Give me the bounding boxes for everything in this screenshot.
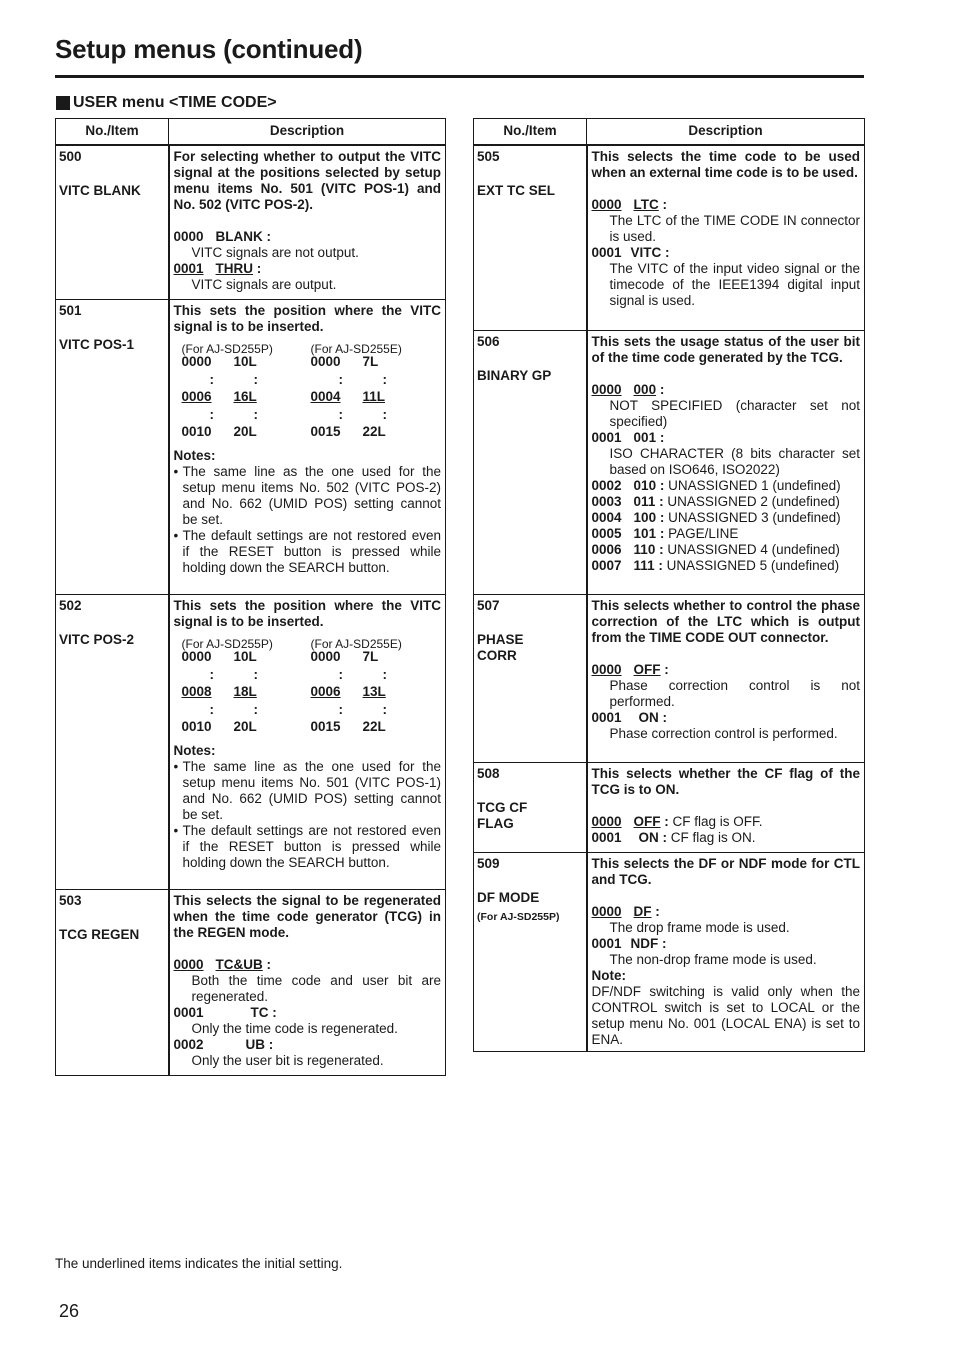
description-cell	[587, 853, 865, 1052]
item-name: VITC BLANK	[59, 182, 141, 198]
option-description: CF flag is ON.	[667, 830, 756, 845]
value-line: 22L	[362, 719, 386, 734]
option-bits: 100 :	[633, 510, 665, 525]
description-cell	[169, 890, 446, 1076]
option-description: The LTC of the TIME CODE IN connector is used.	[609, 212, 860, 244]
option-description: UNASSIGNED 2 (undefined)	[667, 494, 840, 509]
range-colon: :	[338, 701, 343, 717]
item-number: 509	[477, 856, 500, 871]
item-description: This selects the signal to be regenerated when the time code generator (TCG) in the REGEN mode.	[173, 893, 441, 940]
option-colon: :	[658, 196, 668, 212]
option-label: NDF :	[630, 936, 667, 951]
item-name: BINARY GP	[477, 368, 552, 383]
column-header-no-item: No./Item	[474, 119, 587, 145]
option-label: BLANK :	[215, 228, 272, 244]
notes-label: Notes:	[173, 742, 216, 758]
item-name: EXT TC SEL	[477, 182, 556, 198]
option-label: DF	[633, 904, 652, 919]
option-label: ON :	[638, 830, 668, 845]
value-line: 7L	[362, 649, 379, 664]
value-code: 0015	[310, 719, 341, 734]
value-line: 10L	[233, 649, 257, 664]
option-code: 0003	[591, 494, 622, 509]
range-colon: :	[253, 406, 258, 422]
option-label: THRU	[215, 260, 254, 276]
option-description: UNASSIGNED 3 (undefined)	[668, 510, 841, 525]
item-cell	[56, 595, 169, 890]
default-value-line: 16L	[233, 389, 257, 404]
bullet-icon: •	[173, 822, 179, 838]
option-bits: 000	[633, 382, 657, 397]
option-description: UNASSIGNED 4 (undefined)	[667, 542, 840, 557]
value-code: 0015	[310, 424, 341, 439]
description-cell	[587, 763, 865, 853]
position-grid	[174, 337, 442, 442]
value-code: 0010	[181, 424, 212, 439]
item-name: DF MODE	[477, 890, 540, 905]
option-label: OFF	[633, 814, 661, 829]
item-cell	[56, 890, 169, 1076]
table-header-row	[56, 119, 446, 145]
item-cell	[474, 763, 587, 853]
option-code: 0001	[173, 260, 204, 276]
range-colon: :	[253, 371, 258, 387]
option-code: 0001	[173, 1005, 204, 1020]
item-number: 501	[59, 303, 82, 318]
value-code: 0000	[310, 649, 341, 664]
item-number: 506	[477, 334, 500, 349]
option-label: LTC	[633, 196, 659, 212]
option-bits: 010 :	[633, 478, 665, 493]
option-description: The drop frame mode is used.	[609, 920, 790, 935]
option-description: Only the time code is regenerated.	[191, 1021, 398, 1036]
item-number: 502	[59, 598, 82, 613]
option-bits: 111 :	[633, 558, 663, 573]
option-colon: :	[660, 662, 669, 677]
description-cell	[587, 595, 865, 763]
option-colon: :	[262, 957, 272, 972]
option-description: Both the time code and user bit are regenerated.	[191, 973, 441, 1004]
option-colon: :	[253, 260, 262, 276]
table-row	[56, 595, 446, 890]
table-row	[474, 763, 865, 853]
note-text: The default settings are not restored even if the RESET button is pressed while holding down the SEARCH button.	[182, 527, 441, 575]
note-text: The default settings are not restored even if the RESET button is pressed while holding down the SEARCH button.	[182, 822, 441, 870]
option-code: 0000	[591, 814, 622, 829]
range-colon: :	[382, 406, 387, 422]
table-header-row	[474, 119, 865, 145]
option-code: 0001	[591, 936, 622, 951]
option-description: The VITC of the input video signal or the timecode of the IEEE1394 digital input signal is used.	[609, 260, 860, 308]
section-heading	[56, 94, 277, 112]
option-code: 0006	[591, 542, 622, 557]
default-value-code: 0006	[181, 389, 212, 404]
description-cell	[587, 331, 865, 595]
option-code: 0001	[591, 430, 622, 445]
range-colon: :	[338, 406, 343, 422]
footnote: The underlined items indicates the initial setting.	[55, 1256, 343, 1271]
model-label: (For AJ-SD255E)	[310, 342, 402, 356]
range-colon: :	[209, 666, 214, 682]
item-description: This selects whether the CF flag of the TCG is to ON.	[591, 766, 860, 797]
value-line: 20L	[233, 424, 257, 439]
bullet-icon: •	[173, 527, 179, 543]
option-label: UB :	[245, 1037, 274, 1052]
option-code: 0004	[591, 510, 622, 525]
option-code: 0000	[591, 382, 622, 397]
item-cell	[474, 853, 587, 1052]
value-line: 20L	[233, 719, 257, 734]
option-description: UNASSIGNED 1 (undefined)	[668, 478, 841, 493]
notes-label: Notes:	[173, 447, 216, 463]
item-number: 503	[59, 893, 82, 908]
option-description: Phase correction control is performed.	[609, 726, 838, 741]
range-colon: :	[253, 666, 258, 682]
option-description: PAGE/LINE	[668, 526, 739, 541]
item-model-note: (For AJ-SD255P)	[477, 911, 560, 923]
option-code: 0001	[591, 830, 622, 845]
item-cell	[474, 145, 587, 331]
default-value-code: 0004	[310, 389, 341, 404]
page-number: 26	[59, 1301, 80, 1321]
option-code: 0000	[173, 228, 204, 244]
option-code: 0000	[591, 662, 622, 677]
note-item	[174, 759, 442, 823]
item-cell	[474, 595, 587, 763]
default-value-line: 11L	[362, 389, 386, 404]
item-description: This selects the time code to be used when an external time code is to be used.	[591, 148, 860, 180]
option-colon: :	[656, 382, 665, 397]
range-colon: :	[209, 701, 214, 717]
item-description: This sets the position where the VITC signal is to be inserted.	[173, 303, 441, 334]
column-header-description: Description	[169, 119, 446, 145]
value-code: 0000	[181, 354, 212, 369]
range-colon: :	[338, 666, 343, 682]
item-name: VITC POS-2	[59, 632, 135, 647]
note-item	[174, 823, 442, 871]
bullet-icon: •	[173, 463, 179, 479]
option-code: 0000	[173, 957, 204, 972]
option-description: VITC signals are output.	[191, 276, 337, 292]
item-cell	[56, 145, 169, 300]
item-description: This selects the DF or NDF mode for CTL and TCG.	[591, 856, 860, 887]
value-line: 22L	[362, 424, 386, 439]
table-row	[474, 595, 865, 763]
default-value-code: 0006	[310, 684, 341, 699]
option-code: 0000	[591, 904, 622, 919]
item-name: TCG CF	[477, 800, 528, 815]
item-name: FLAG	[477, 816, 514, 831]
note-text: The same line as the one used for the setup menu items No. 501 (VITC POS-1) and No. 662 (UMID POS) setting cannot be set.	[182, 758, 441, 822]
option-colon: :	[660, 814, 669, 829]
item-name: VITC POS-1	[59, 337, 135, 352]
option-colon: :	[651, 904, 660, 919]
option-description: UNASSIGNED 5 (undefined)	[666, 558, 840, 573]
range-colon: :	[382, 666, 387, 682]
option-code: 0007	[591, 558, 622, 573]
range-colon: :	[382, 701, 387, 717]
item-number: 508	[477, 766, 500, 781]
column-header-no-item: No./Item	[56, 119, 169, 145]
option-label: TC&UB	[215, 957, 263, 972]
value-code: 0010	[181, 719, 212, 734]
default-value-code: 0008	[181, 684, 212, 699]
item-cell	[56, 300, 169, 595]
item-name: CORR	[477, 648, 517, 663]
note-text: The same line as the one used for the setup menu items No. 502 (VITC POS-2) and No. 662 (UMID POS) setting cannot be set.	[182, 463, 441, 527]
option-label: OFF	[633, 662, 661, 677]
option-description: NOT SPECIFIED (character set not specified)	[609, 398, 860, 429]
option-bits: 101 :	[633, 526, 665, 541]
item-description: This sets the position where the VITC signal is to be inserted.	[173, 598, 441, 629]
note-item	[174, 528, 442, 576]
item-name: TCG REGEN	[59, 927, 140, 942]
description-cell	[169, 145, 446, 300]
default-value-line: 13L	[362, 684, 386, 699]
option-code: 0002	[591, 478, 622, 493]
column-header-description: Description	[587, 119, 865, 145]
note-item	[174, 464, 442, 528]
page-title: Setup menus (continued)	[55, 34, 363, 64]
note-label: Note:	[591, 968, 626, 983]
option-description: ISO CHARACTER (8 bits character set based on ISO646, ISO2022)	[609, 446, 860, 477]
option-description: Phase correction control is not performed.	[609, 678, 860, 709]
option-description: CF flag is OFF.	[668, 814, 763, 829]
table-row	[56, 300, 446, 595]
option-code: 0000	[591, 196, 622, 212]
option-label: VITC :	[630, 244, 670, 260]
option-code: 0001	[591, 244, 622, 260]
right-menu-table	[473, 118, 865, 1052]
description-cell	[587, 145, 865, 331]
item-number: 500	[59, 148, 82, 164]
option-label: TC :	[250, 1005, 277, 1020]
value-line: 10L	[233, 354, 257, 369]
option-code: 0002	[173, 1037, 204, 1052]
left-menu-table	[55, 118, 446, 1076]
default-value-line: 18L	[233, 684, 257, 699]
item-number: 505	[477, 148, 500, 164]
range-colon: :	[338, 371, 343, 387]
model-label: (For AJ-SD255P)	[181, 637, 273, 651]
option-description: Only the user bit is regenerated.	[191, 1053, 384, 1068]
value-code: 0000	[181, 649, 212, 664]
section-heading-text: USER menu <TIME CODE>	[73, 94, 277, 111]
value-code: 0000	[310, 354, 341, 369]
item-description: This selects whether to control the phase correction of the LTC which is output from the TIME CODE OUT connector.	[591, 598, 860, 645]
description-cell	[169, 595, 446, 890]
item-description: This sets the usage status of the user bit of the time code generated by the TCG.	[591, 334, 860, 365]
model-label: (For AJ-SD255P)	[181, 342, 273, 356]
range-colon: :	[209, 406, 214, 422]
bullet-icon: •	[173, 758, 179, 774]
item-cell	[474, 331, 587, 595]
position-grid	[174, 632, 442, 737]
range-colon: :	[382, 371, 387, 387]
option-label: ON :	[638, 710, 668, 725]
table-row	[474, 853, 865, 1052]
note-text: DF/NDF switching is valid only when the CONTROL switch is set to LOCAL or the setup menu No. 001 (LOCAL ENA) is set to ENA.	[591, 984, 860, 1047]
model-label: (For AJ-SD255E)	[310, 637, 402, 651]
range-colon: :	[209, 371, 214, 387]
range-colon: :	[253, 701, 258, 717]
title-rule	[55, 75, 864, 78]
option-description: VITC signals are not output.	[191, 244, 359, 260]
option-bits: 011 :	[633, 494, 664, 509]
item-description: For selecting whether to output the VITC signal at the positions selected by setup menu items No. 501 (VITC POS-1) and No. 502 (VITC POS-2).	[173, 148, 441, 212]
table-row	[474, 331, 865, 595]
black-square-icon	[56, 96, 70, 110]
table-row	[474, 145, 865, 331]
option-code: 0005	[591, 526, 622, 541]
option-bits: 001 :	[633, 430, 665, 445]
option-code: 0001	[591, 710, 622, 725]
item-name: PHASE	[477, 632, 524, 647]
option-bits: 110 :	[633, 542, 664, 557]
table-row	[56, 145, 446, 300]
description-cell	[169, 300, 446, 595]
value-line: 7L	[362, 354, 379, 369]
table-row	[56, 890, 446, 1076]
item-number: 507	[477, 598, 500, 613]
option-description: The non-drop frame mode is used.	[609, 952, 817, 967]
